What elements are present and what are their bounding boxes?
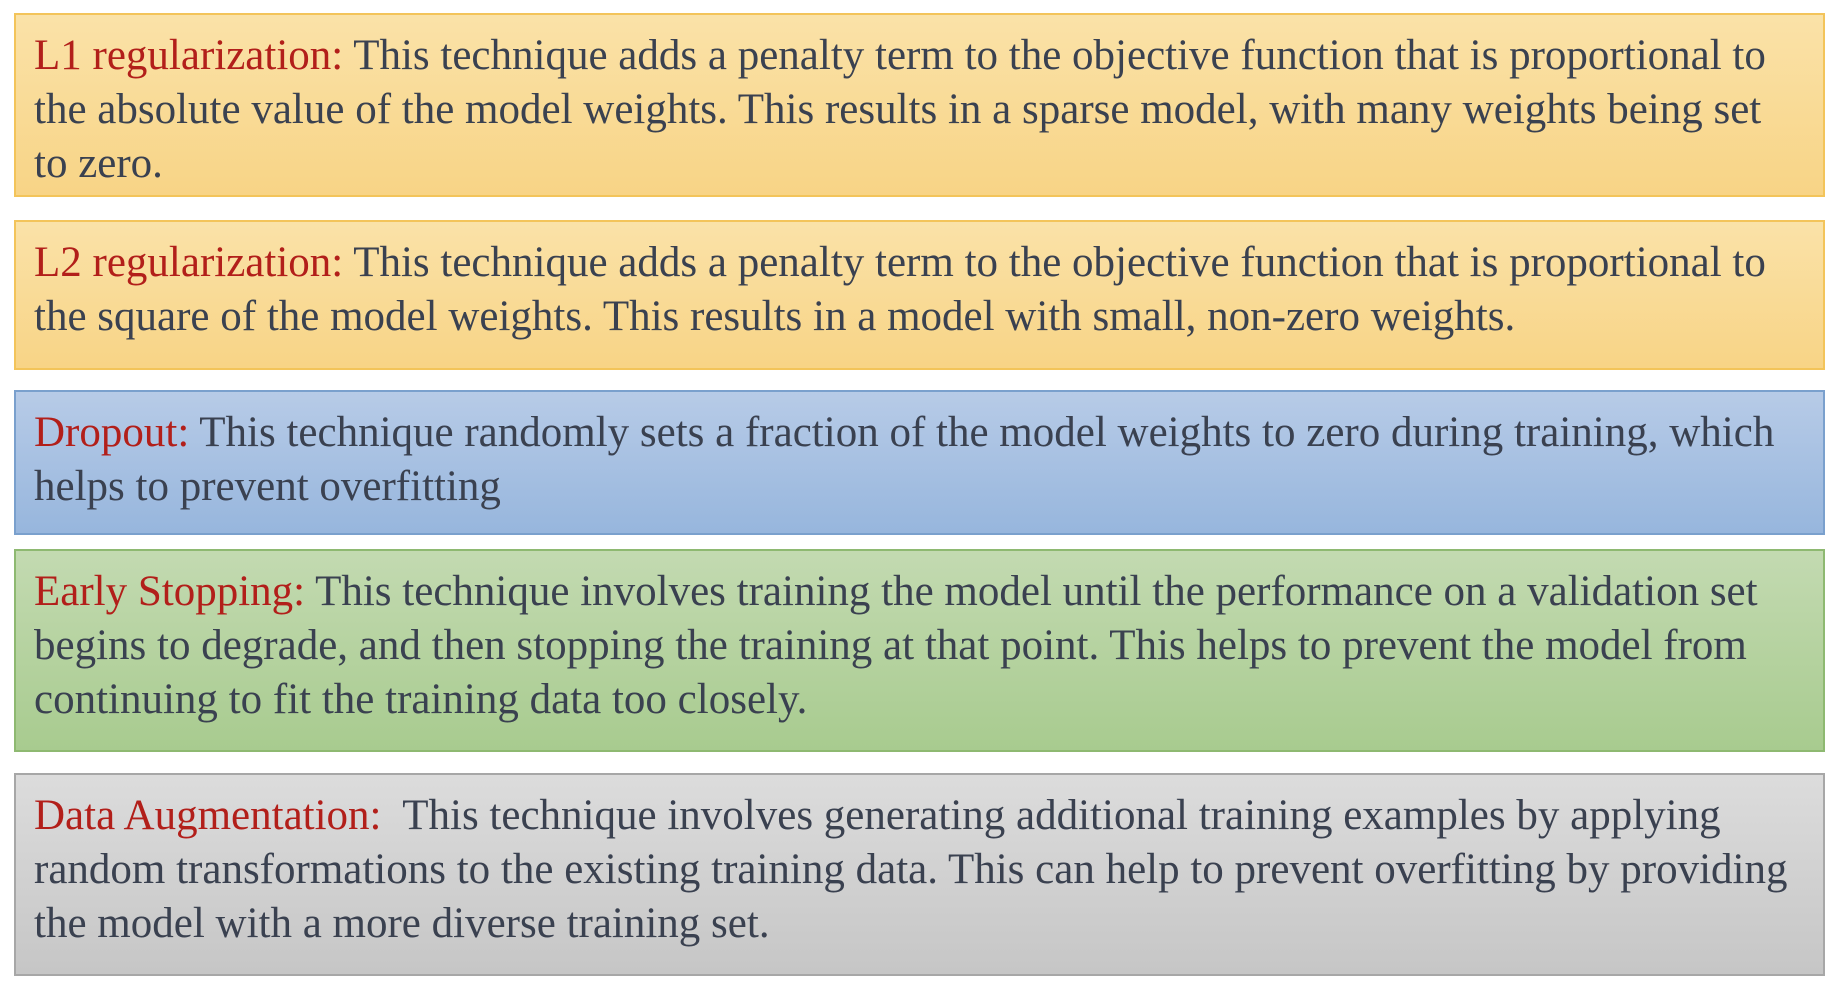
data-augmentation-description: This technique involves generating additional training examples by applying random transformations to the existing training data. This can help to prevent overfitting by providing the model with a more diverse training set.	[34, 792, 1799, 947]
early-stopping-box	[14, 549, 1825, 752]
data-augmentation-box	[14, 773, 1825, 976]
l1-regularization-box	[14, 13, 1825, 197]
data-augmentation-term: Data Augmentation:	[34, 792, 382, 839]
l2-regularization-description: This technique adds a penalty term to the objective function that is proportional to the square of the model weights. This results in a model with small, non-zero weights.	[34, 239, 1766, 340]
dropout-box	[14, 390, 1825, 535]
l2-regularization-box	[14, 220, 1825, 370]
l2-regularization-term: L2 regularization:	[34, 239, 344, 286]
dropout-description: This technique randomly sets a fraction of the model weights to zero during training, which helps to prevent overfitting	[34, 409, 1775, 510]
l1-regularization-description: This technique adds a penalty term to the objective function that is proportional to the absolute value of the model weights. This results in a sparse model, with many weights being set to zero.	[34, 32, 1766, 187]
early-stopping-description: This technique involves training the model until the performance on a validation set begins to degrade, and then stopping the training at that point. This helps to prevent the model from continuing to fit the training data too closely.	[34, 568, 1758, 723]
dropout-term: Dropout:	[34, 409, 190, 456]
early-stopping-term: Early Stopping:	[34, 568, 306, 615]
l1-regularization-term: L1 regularization:	[34, 32, 344, 79]
